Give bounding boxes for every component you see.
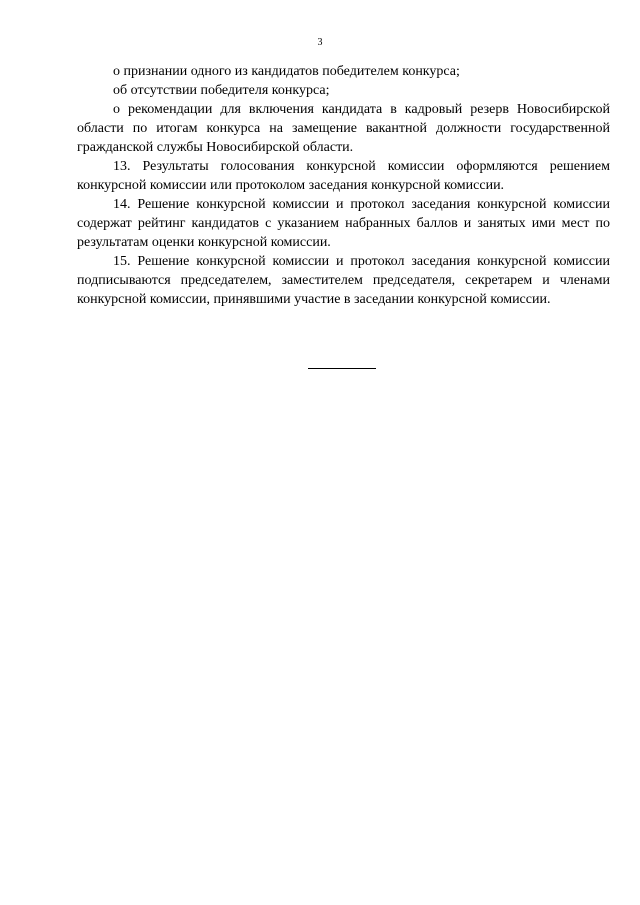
document-body <box>77 62 610 309</box>
end-separator-line <box>308 368 376 369</box>
paragraph-list-item-winner: о признании одного из кандидатов победителем конкурса; <box>113 64 460 79</box>
paragraph-clause-14: 14. Решение конкурсной комиссии и протокол заседания конкурсной комиссии содержат рейтинг кандидатов с указанием набранных баллов и занятых ими мест по результатам оценки конкурсной комиссии. <box>77 197 610 250</box>
paragraph-list-item-no-winner: об отсутствии победителя конкурса; <box>113 83 330 98</box>
paragraph-clause-13: 13. Результаты голосования конкурсной комиссии оформляются решением конкурсной комиссии или протоколом заседания конкурсной комиссии. <box>77 159 610 193</box>
paragraph-list-item-reserve: о рекомендации для включения кандидата в кадровый резерв Новосибирской области по итогам конкурса на замещение вакантной должности государственной гражданской службы Новосибирской области. <box>77 102 610 155</box>
paragraph-clause-15: 15. Решение конкурсной комиссии и протокол заседания конкурсной комиссии подписываются председателем, заместителем председателя, секретарем и членами конкурсной комиссии, принявшими участие в заседании конкурсной комиссии. <box>77 254 610 307</box>
page-number: 3 <box>317 37 323 48</box>
